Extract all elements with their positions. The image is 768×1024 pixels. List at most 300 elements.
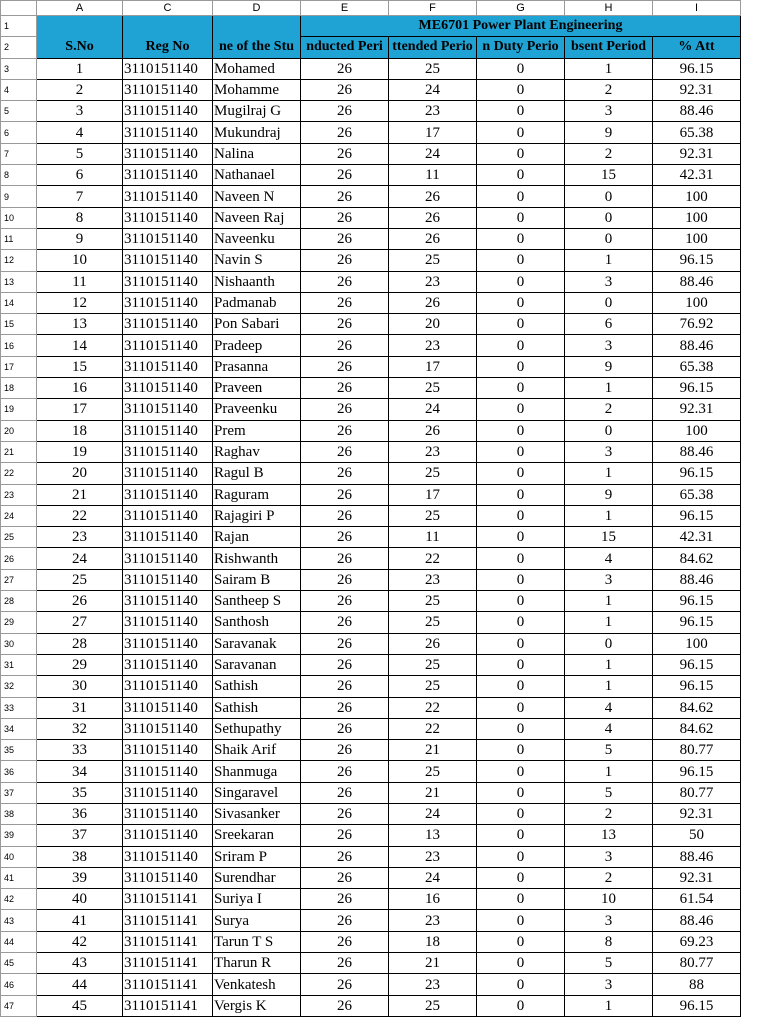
cell-reg-no[interactable]: 3110151140 — [123, 825, 213, 846]
cell-percent-att[interactable]: 88.46 — [653, 569, 741, 590]
cell-conducted[interactable]: 26 — [301, 569, 389, 590]
cell-absent[interactable]: 15 — [565, 527, 653, 548]
cell-sno[interactable]: 19 — [37, 441, 123, 462]
cell-on-duty[interactable]: 0 — [477, 995, 565, 1016]
cell-on-duty[interactable]: 0 — [477, 740, 565, 761]
cell-on-duty[interactable]: 0 — [477, 228, 565, 249]
cell-absent[interactable]: 9 — [565, 122, 653, 143]
cell-attended[interactable]: 26 — [389, 420, 477, 441]
cell-name[interactable]: Vergis K — [213, 995, 301, 1016]
cell-sno[interactable]: 18 — [37, 420, 123, 441]
cell-conducted[interactable]: 26 — [301, 314, 389, 335]
column-header-e[interactable]: E — [301, 1, 389, 16]
cell-absent[interactable]: 2 — [565, 803, 653, 824]
cell-percent-att[interactable]: 96.15 — [653, 250, 741, 271]
cell-sno[interactable]: 37 — [37, 825, 123, 846]
row-number[interactable]: 18 — [1, 378, 37, 399]
cell-percent-att[interactable]: 88.46 — [653, 271, 741, 292]
cell-percent-att[interactable]: 96.15 — [653, 591, 741, 612]
cell-absent[interactable]: 5 — [565, 953, 653, 974]
cell-attended[interactable]: 25 — [389, 378, 477, 399]
cell-attended[interactable]: 26 — [389, 186, 477, 207]
cell-attended[interactable]: 25 — [389, 505, 477, 526]
cell-name[interactable]: Sreekaran — [213, 825, 301, 846]
cell-name[interactable]: Saravanan — [213, 654, 301, 675]
cell-absent[interactable]: 0 — [565, 292, 653, 313]
row-number[interactable]: 11 — [1, 228, 37, 249]
cell-absent[interactable]: 1 — [565, 58, 653, 79]
column-header-a[interactable]: A — [37, 1, 123, 16]
cell-name[interactable]: Praveen — [213, 378, 301, 399]
row-number[interactable]: 7 — [1, 143, 37, 164]
select-all-corner[interactable] — [1, 1, 37, 16]
cell-absent[interactable]: 1 — [565, 995, 653, 1016]
cell-attended[interactable]: 25 — [389, 676, 477, 697]
cell-conducted[interactable]: 26 — [301, 697, 389, 718]
cell-percent-att[interactable]: 84.62 — [653, 548, 741, 569]
cell-name[interactable]: Prasanna — [213, 356, 301, 377]
column-header-c[interactable]: C — [123, 1, 213, 16]
header-on-duty-periods[interactable]: n Duty Perio — [477, 37, 565, 58]
row-number[interactable]: 2 — [1, 37, 37, 58]
cell-sno[interactable]: 38 — [37, 846, 123, 867]
cell-attended[interactable]: 17 — [389, 484, 477, 505]
cell-percent-att[interactable]: 88.46 — [653, 441, 741, 462]
cell-absent[interactable]: 0 — [565, 186, 653, 207]
cell-reg-no[interactable]: 3110151140 — [123, 441, 213, 462]
cell-sno[interactable]: 14 — [37, 335, 123, 356]
cell-sno[interactable]: 26 — [37, 591, 123, 612]
cell-percent-att[interactable]: 69.23 — [653, 931, 741, 952]
cell-name[interactable]: Rajagiri P — [213, 505, 301, 526]
cell-sno[interactable]: 21 — [37, 484, 123, 505]
column-header-i[interactable]: I — [653, 1, 741, 16]
cell-conducted[interactable]: 26 — [301, 420, 389, 441]
cell-absent[interactable]: 3 — [565, 569, 653, 590]
row-number[interactable]: 31 — [1, 654, 37, 675]
cell-name[interactable]: Santhosh — [213, 612, 301, 633]
row-number[interactable]: 3 — [1, 58, 37, 79]
row-number[interactable]: 42 — [1, 889, 37, 910]
cell-sno[interactable]: 34 — [37, 761, 123, 782]
cell-a1[interactable] — [37, 16, 123, 37]
cell-name[interactable]: Prem — [213, 420, 301, 441]
cell-sno[interactable]: 45 — [37, 995, 123, 1016]
cell-absent[interactable]: 0 — [565, 228, 653, 249]
row-number[interactable]: 39 — [1, 825, 37, 846]
cell-reg-no[interactable]: 3110151140 — [123, 314, 213, 335]
cell-reg-no[interactable]: 3110151140 — [123, 335, 213, 356]
row-number[interactable]: 28 — [1, 591, 37, 612]
cell-absent[interactable]: 6 — [565, 314, 653, 335]
row-number[interactable]: 47 — [1, 995, 37, 1016]
cell-percent-att[interactable]: 100 — [653, 228, 741, 249]
row-number[interactable]: 26 — [1, 548, 37, 569]
cell-attended[interactable]: 22 — [389, 718, 477, 739]
cell-name[interactable]: Venkatesh — [213, 974, 301, 995]
cell-conducted[interactable]: 26 — [301, 399, 389, 420]
cell-percent-att[interactable]: 65.38 — [653, 122, 741, 143]
cell-sno[interactable]: 43 — [37, 953, 123, 974]
cell-reg-no[interactable]: 3110151140 — [123, 867, 213, 888]
cell-attended[interactable]: 26 — [389, 207, 477, 228]
row-number[interactable]: 9 — [1, 186, 37, 207]
cell-reg-no[interactable]: 3110151141 — [123, 974, 213, 995]
header-percent-att[interactable]: % Att — [653, 37, 741, 58]
row-number[interactable]: 27 — [1, 569, 37, 590]
cell-attended[interactable]: 25 — [389, 463, 477, 484]
cell-sno[interactable]: 15 — [37, 356, 123, 377]
cell-reg-no[interactable]: 3110151140 — [123, 718, 213, 739]
header-conducted-periods[interactable]: nducted Peri — [301, 37, 389, 58]
cell-conducted[interactable]: 26 — [301, 378, 389, 399]
cell-sno[interactable]: 33 — [37, 740, 123, 761]
row-number[interactable]: 36 — [1, 761, 37, 782]
cell-percent-att[interactable]: 92.31 — [653, 143, 741, 164]
cell-sno[interactable]: 8 — [37, 207, 123, 228]
cell-sno[interactable]: 6 — [37, 165, 123, 186]
cell-on-duty[interactable]: 0 — [477, 484, 565, 505]
cell-sno[interactable]: 11 — [37, 271, 123, 292]
cell-on-duty[interactable]: 0 — [477, 250, 565, 271]
column-header-h[interactable]: H — [565, 1, 653, 16]
cell-absent[interactable]: 1 — [565, 250, 653, 271]
cell-sno[interactable]: 24 — [37, 548, 123, 569]
cell-name[interactable]: Surendhar — [213, 867, 301, 888]
cell-name[interactable]: Sriram P — [213, 846, 301, 867]
cell-conducted[interactable]: 26 — [301, 889, 389, 910]
cell-reg-no[interactable]: 3110151140 — [123, 591, 213, 612]
cell-on-duty[interactable]: 0 — [477, 58, 565, 79]
cell-name[interactable]: Naveen N — [213, 186, 301, 207]
cell-reg-no[interactable]: 3110151140 — [123, 654, 213, 675]
cell-reg-no[interactable]: 3110151140 — [123, 484, 213, 505]
cell-conducted[interactable]: 26 — [301, 612, 389, 633]
cell-percent-att[interactable]: 88.46 — [653, 910, 741, 931]
row-number[interactable]: 24 — [1, 505, 37, 526]
cell-on-duty[interactable]: 0 — [477, 463, 565, 484]
row-number[interactable]: 29 — [1, 612, 37, 633]
cell-percent-att[interactable]: 92.31 — [653, 399, 741, 420]
cell-name[interactable]: Pradeep — [213, 335, 301, 356]
cell-name[interactable]: Saravanak — [213, 633, 301, 654]
cell-sno[interactable]: 31 — [37, 697, 123, 718]
cell-on-duty[interactable]: 0 — [477, 974, 565, 995]
cell-absent[interactable]: 3 — [565, 974, 653, 995]
cell-reg-no[interactable]: 3110151141 — [123, 910, 213, 931]
cell-name[interactable]: Tharun R — [213, 953, 301, 974]
cell-conducted[interactable]: 26 — [301, 846, 389, 867]
cell-percent-att[interactable]: 42.31 — [653, 527, 741, 548]
cell-absent[interactable]: 3 — [565, 846, 653, 867]
cell-name[interactable]: Pon Sabari — [213, 314, 301, 335]
row-number[interactable]: 20 — [1, 420, 37, 441]
cell-conducted[interactable]: 26 — [301, 910, 389, 931]
cell-name[interactable]: Mohamme — [213, 79, 301, 100]
cell-absent[interactable]: 3 — [565, 101, 653, 122]
header-reg-no[interactable]: Reg No — [123, 37, 213, 58]
cell-percent-att[interactable]: 65.38 — [653, 356, 741, 377]
cell-absent[interactable]: 1 — [565, 463, 653, 484]
cell-name[interactable]: Shaik Arif — [213, 740, 301, 761]
row-number[interactable]: 40 — [1, 846, 37, 867]
cell-on-duty[interactable]: 0 — [477, 399, 565, 420]
cell-on-duty[interactable]: 0 — [477, 953, 565, 974]
row-number[interactable]: 38 — [1, 803, 37, 824]
cell-attended[interactable]: 21 — [389, 782, 477, 803]
cell-on-duty[interactable]: 0 — [477, 910, 565, 931]
cell-percent-att[interactable]: 84.62 — [653, 697, 741, 718]
cell-attended[interactable]: 13 — [389, 825, 477, 846]
cell-name[interactable]: Suriya I — [213, 889, 301, 910]
cell-attended[interactable]: 23 — [389, 910, 477, 931]
cell-absent[interactable]: 1 — [565, 591, 653, 612]
cell-sno[interactable]: 5 — [37, 143, 123, 164]
cell-sno[interactable]: 28 — [37, 633, 123, 654]
cell-percent-att[interactable]: 96.15 — [653, 505, 741, 526]
row-number[interactable]: 43 — [1, 910, 37, 931]
cell-on-duty[interactable]: 0 — [477, 378, 565, 399]
cell-sno[interactable]: 17 — [37, 399, 123, 420]
cell-attended[interactable]: 25 — [389, 612, 477, 633]
row-number[interactable]: 41 — [1, 867, 37, 888]
cell-sno[interactable]: 23 — [37, 527, 123, 548]
cell-reg-no[interactable]: 3110151140 — [123, 356, 213, 377]
cell-name[interactable]: Nalina — [213, 143, 301, 164]
cell-sno[interactable]: 29 — [37, 654, 123, 675]
cell-conducted[interactable]: 26 — [301, 803, 389, 824]
row-number[interactable]: 37 — [1, 782, 37, 803]
cell-sno[interactable]: 42 — [37, 931, 123, 952]
cell-sno[interactable]: 44 — [37, 974, 123, 995]
cell-reg-no[interactable]: 3110151140 — [123, 420, 213, 441]
cell-attended[interactable]: 23 — [389, 101, 477, 122]
cell-attended[interactable]: 25 — [389, 591, 477, 612]
cell-reg-no[interactable]: 3110151140 — [123, 676, 213, 697]
cell-percent-att[interactable]: 96.15 — [653, 676, 741, 697]
row-number[interactable]: 46 — [1, 974, 37, 995]
cell-percent-att[interactable]: 65.38 — [653, 484, 741, 505]
cell-attended[interactable]: 26 — [389, 633, 477, 654]
cell-conducted[interactable]: 26 — [301, 740, 389, 761]
cell-attended[interactable]: 18 — [389, 931, 477, 952]
cell-on-duty[interactable]: 0 — [477, 314, 565, 335]
cell-name[interactable]: Surya — [213, 910, 301, 931]
cell-attended[interactable]: 25 — [389, 995, 477, 1016]
cell-sno[interactable]: 20 — [37, 463, 123, 484]
cell-absent[interactable]: 3 — [565, 335, 653, 356]
cell-on-duty[interactable]: 0 — [477, 633, 565, 654]
cell-absent[interactable]: 5 — [565, 782, 653, 803]
cell-attended[interactable]: 21 — [389, 953, 477, 974]
cell-attended[interactable]: 25 — [389, 654, 477, 675]
cell-reg-no[interactable]: 3110151140 — [123, 250, 213, 271]
cell-reg-no[interactable]: 3110151141 — [123, 889, 213, 910]
cell-attended[interactable]: 23 — [389, 271, 477, 292]
cell-reg-no[interactable]: 3110151140 — [123, 399, 213, 420]
cell-percent-att[interactable]: 92.31 — [653, 803, 741, 824]
cell-attended[interactable]: 22 — [389, 548, 477, 569]
cell-absent[interactable]: 2 — [565, 143, 653, 164]
cell-percent-att[interactable]: 96.15 — [653, 378, 741, 399]
cell-absent[interactable]: 0 — [565, 633, 653, 654]
cell-on-duty[interactable]: 0 — [477, 335, 565, 356]
cell-reg-no[interactable]: 3110151140 — [123, 143, 213, 164]
cell-on-duty[interactable]: 0 — [477, 612, 565, 633]
cell-conducted[interactable]: 26 — [301, 548, 389, 569]
cell-absent[interactable]: 1 — [565, 612, 653, 633]
cell-on-duty[interactable]: 0 — [477, 782, 565, 803]
cell-percent-att[interactable]: 92.31 — [653, 79, 741, 100]
cell-conducted[interactable]: 26 — [301, 292, 389, 313]
column-header-d[interactable]: D — [213, 1, 301, 16]
cell-on-duty[interactable]: 0 — [477, 101, 565, 122]
cell-percent-att[interactable]: 61.54 — [653, 889, 741, 910]
row-number[interactable]: 15 — [1, 314, 37, 335]
cell-on-duty[interactable]: 0 — [477, 420, 565, 441]
cell-attended[interactable]: 23 — [389, 846, 477, 867]
cell-c1[interactable] — [123, 16, 213, 37]
cell-attended[interactable]: 23 — [389, 569, 477, 590]
cell-conducted[interactable]: 26 — [301, 484, 389, 505]
cell-reg-no[interactable]: 3110151140 — [123, 803, 213, 824]
cell-reg-no[interactable]: 3110151140 — [123, 292, 213, 313]
cell-name[interactable]: Singaravel — [213, 782, 301, 803]
cell-absent[interactable]: 10 — [565, 889, 653, 910]
cell-conducted[interactable]: 26 — [301, 676, 389, 697]
cell-sno[interactable]: 27 — [37, 612, 123, 633]
cell-percent-att[interactable]: 100 — [653, 186, 741, 207]
cell-absent[interactable]: 2 — [565, 79, 653, 100]
cell-conducted[interactable]: 26 — [301, 463, 389, 484]
column-header-g[interactable]: G — [477, 1, 565, 16]
cell-conducted[interactable]: 26 — [301, 995, 389, 1016]
cell-absent[interactable]: 4 — [565, 718, 653, 739]
cell-conducted[interactable]: 26 — [301, 228, 389, 249]
cell-attended[interactable]: 23 — [389, 335, 477, 356]
cell-absent[interactable]: 13 — [565, 825, 653, 846]
row-number[interactable]: 17 — [1, 356, 37, 377]
cell-percent-att[interactable]: 88.46 — [653, 101, 741, 122]
cell-on-duty[interactable]: 0 — [477, 803, 565, 824]
cell-percent-att[interactable]: 80.77 — [653, 782, 741, 803]
cell-sno[interactable]: 41 — [37, 910, 123, 931]
cell-conducted[interactable]: 26 — [301, 761, 389, 782]
cell-on-duty[interactable]: 0 — [477, 441, 565, 462]
cell-absent[interactable]: 1 — [565, 378, 653, 399]
row-number[interactable]: 34 — [1, 718, 37, 739]
cell-name[interactable]: Ragul B — [213, 463, 301, 484]
cell-sno[interactable]: 7 — [37, 186, 123, 207]
cell-conducted[interactable]: 26 — [301, 782, 389, 803]
cell-reg-no[interactable]: 3110151141 — [123, 953, 213, 974]
cell-absent[interactable]: 2 — [565, 399, 653, 420]
cell-attended[interactable]: 11 — [389, 165, 477, 186]
cell-on-duty[interactable]: 0 — [477, 931, 565, 952]
cell-absent[interactable]: 0 — [565, 420, 653, 441]
cell-absent[interactable]: 9 — [565, 484, 653, 505]
cell-on-duty[interactable]: 0 — [477, 718, 565, 739]
cell-attended[interactable]: 25 — [389, 58, 477, 79]
column-header-f[interactable]: F — [389, 1, 477, 16]
cell-sno[interactable]: 25 — [37, 569, 123, 590]
cell-name[interactable]: Praveenku — [213, 399, 301, 420]
cell-reg-no[interactable]: 3110151140 — [123, 569, 213, 590]
cell-on-duty[interactable]: 0 — [477, 676, 565, 697]
cell-absent[interactable]: 1 — [565, 505, 653, 526]
cell-reg-no[interactable]: 3110151140 — [123, 378, 213, 399]
cell-conducted[interactable]: 26 — [301, 143, 389, 164]
row-number[interactable]: 14 — [1, 292, 37, 313]
row-number[interactable]: 5 — [1, 101, 37, 122]
cell-sno[interactable]: 39 — [37, 867, 123, 888]
cell-conducted[interactable]: 26 — [301, 186, 389, 207]
cell-conducted[interactable]: 26 — [301, 633, 389, 654]
cell-conducted[interactable]: 26 — [301, 825, 389, 846]
cell-sno[interactable]: 22 — [37, 505, 123, 526]
row-number[interactable]: 13 — [1, 271, 37, 292]
cell-reg-no[interactable]: 3110151140 — [123, 186, 213, 207]
cell-reg-no[interactable]: 3110151140 — [123, 228, 213, 249]
cell-reg-no[interactable]: 3110151141 — [123, 931, 213, 952]
cell-percent-att[interactable]: 92.31 — [653, 867, 741, 888]
cell-absent[interactable]: 3 — [565, 910, 653, 931]
cell-percent-att[interactable]: 80.77 — [653, 740, 741, 761]
cell-conducted[interactable]: 26 — [301, 505, 389, 526]
cell-percent-att[interactable]: 88 — [653, 974, 741, 995]
cell-percent-att[interactable]: 96.15 — [653, 761, 741, 782]
cell-name[interactable]: Nathanael — [213, 165, 301, 186]
cell-reg-no[interactable]: 3110151140 — [123, 505, 213, 526]
cell-name[interactable]: Mugilraj G — [213, 101, 301, 122]
cell-conducted[interactable]: 26 — [301, 165, 389, 186]
cell-reg-no[interactable]: 3110151140 — [123, 633, 213, 654]
row-number[interactable]: 45 — [1, 953, 37, 974]
cell-attended[interactable]: 17 — [389, 122, 477, 143]
cell-reg-no[interactable]: 3110151140 — [123, 165, 213, 186]
cell-absent[interactable]: 15 — [565, 165, 653, 186]
row-number[interactable]: 23 — [1, 484, 37, 505]
cell-sno[interactable]: 9 — [37, 228, 123, 249]
cell-absent[interactable]: 1 — [565, 676, 653, 697]
cell-absent[interactable]: 8 — [565, 931, 653, 952]
cell-percent-att[interactable]: 42.31 — [653, 165, 741, 186]
row-number[interactable]: 33 — [1, 697, 37, 718]
row-number[interactable]: 4 — [1, 79, 37, 100]
cell-conducted[interactable]: 26 — [301, 122, 389, 143]
cell-on-duty[interactable]: 0 — [477, 122, 565, 143]
cell-absent[interactable]: 1 — [565, 654, 653, 675]
cell-absent[interactable]: 3 — [565, 441, 653, 462]
row-number[interactable]: 10 — [1, 207, 37, 228]
course-title[interactable]: ME6701 Power Plant Engineering — [301, 16, 741, 37]
cell-attended[interactable]: 24 — [389, 399, 477, 420]
cell-reg-no[interactable]: 3110151140 — [123, 527, 213, 548]
cell-name[interactable]: Navin S — [213, 250, 301, 271]
cell-absent[interactable]: 5 — [565, 740, 653, 761]
cell-on-duty[interactable]: 0 — [477, 569, 565, 590]
cell-on-duty[interactable]: 0 — [477, 186, 565, 207]
cell-sno[interactable]: 4 — [37, 122, 123, 143]
header-name[interactable]: ne of the Stu — [213, 37, 301, 58]
row-number[interactable]: 6 — [1, 122, 37, 143]
cell-sno[interactable]: 2 — [37, 79, 123, 100]
cell-percent-att[interactable]: 100 — [653, 207, 741, 228]
cell-reg-no[interactable]: 3110151140 — [123, 846, 213, 867]
cell-absent[interactable]: 0 — [565, 207, 653, 228]
cell-reg-no[interactable]: 3110151140 — [123, 122, 213, 143]
cell-name[interactable]: Mohamed — [213, 58, 301, 79]
